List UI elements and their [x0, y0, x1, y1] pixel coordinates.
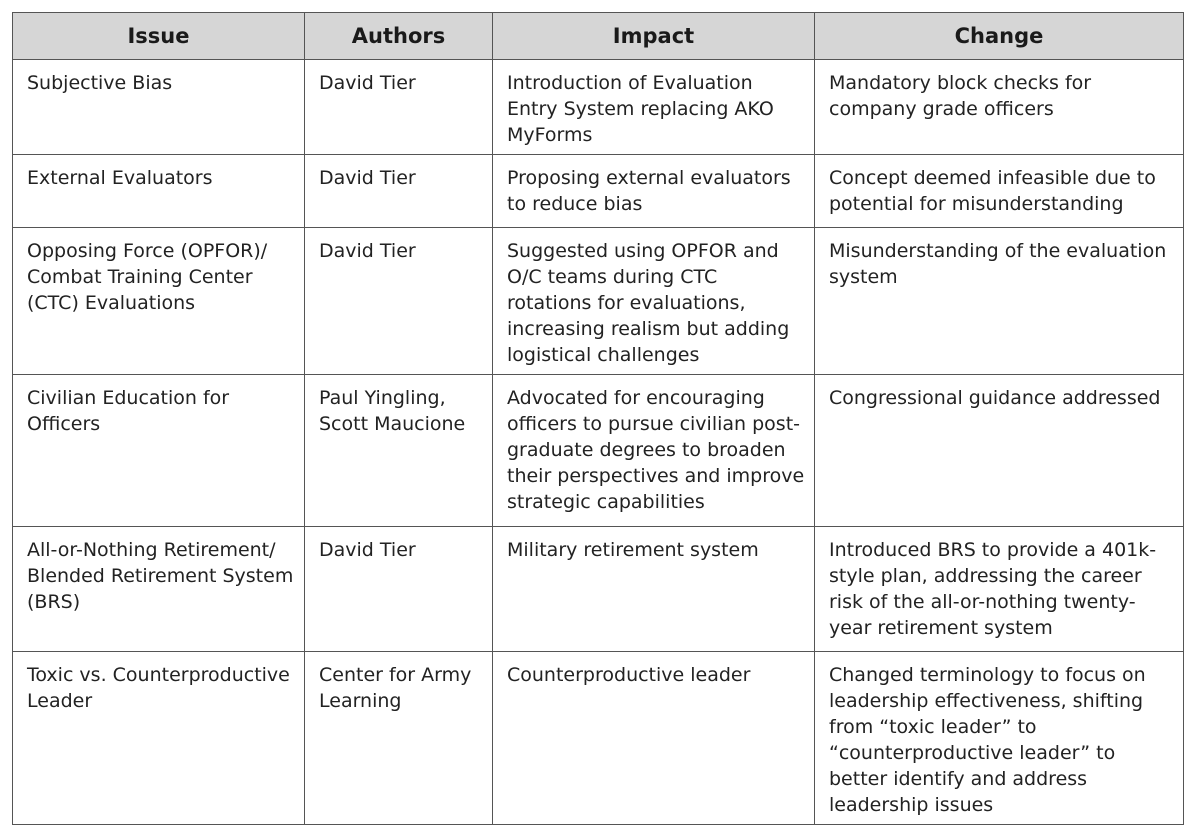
- table-row: [13, 60, 1184, 155]
- table-row: [13, 155, 1184, 228]
- cell-issue: Civilian Education for Officers: [13, 375, 305, 527]
- cell-authors: David Tier: [305, 60, 493, 155]
- header-row: [13, 13, 1184, 60]
- cell-impact: Suggested using OPFOR and O/C teams during CTC rotations for evaluations, increasing realism but adding logistical challenges: [493, 228, 815, 375]
- cell-authors: David Tier: [305, 155, 493, 228]
- cell-issue: Subjective Bias: [13, 60, 305, 155]
- cell-impact: Proposing external evaluators to reduce bias: [493, 155, 815, 228]
- cell-authors: David Tier: [305, 527, 493, 652]
- table-header: [13, 13, 1184, 60]
- table-row: [13, 527, 1184, 652]
- header-authors: Authors: [305, 13, 493, 60]
- cell-change: Misunderstanding of the evaluation system: [815, 228, 1184, 375]
- cell-change: Mandatory block checks for company grade officers: [815, 60, 1184, 155]
- cell-change: Introduced BRS to provide a 401k-style plan, addressing the career risk of the all-or-nothing twenty-year retirement system: [815, 527, 1184, 652]
- cell-authors: Paul Yingling, Scott Maucione: [305, 375, 493, 527]
- issues-table: [12, 12, 1184, 825]
- cell-change: Concept deemed infeasible due to potential for misunderstanding: [815, 155, 1184, 228]
- header-impact: Impact: [493, 13, 815, 60]
- cell-change: Changed terminology to focus on leadership effectiveness, shifting from “toxic leader” to “counterproductive leader” to better identify and address leadership issues: [815, 652, 1184, 825]
- cell-impact: Military retirement system: [493, 527, 815, 652]
- cell-impact: Counterproductive leader: [493, 652, 815, 825]
- header-issue: Issue: [13, 13, 305, 60]
- cell-change: Congressional guidance addressed: [815, 375, 1184, 527]
- cell-issue: Toxic vs. Counterproductive Leader: [13, 652, 305, 825]
- table-row: [13, 375, 1184, 527]
- table-row: [13, 652, 1184, 825]
- table-body: [13, 60, 1184, 825]
- cell-impact: Introduction of Evaluation Entry System replacing AKO MyForms: [493, 60, 815, 155]
- table-row: [13, 228, 1184, 375]
- cell-authors: Center for Army Learning: [305, 652, 493, 825]
- cell-issue: Opposing Force (OPFOR)/ Combat Training Center (CTC) Evaluations: [13, 228, 305, 375]
- cell-impact: Advocated for encouraging officers to pursue civilian post-graduate degrees to broaden their perspectives and improve strategic capabilities: [493, 375, 815, 527]
- cell-issue: External Evaluators: [13, 155, 305, 228]
- cell-issue: All-or-Nothing Retirement/ Blended Retirement System (BRS): [13, 527, 305, 652]
- header-change: Change: [815, 13, 1184, 60]
- cell-authors: David Tier: [305, 228, 493, 375]
